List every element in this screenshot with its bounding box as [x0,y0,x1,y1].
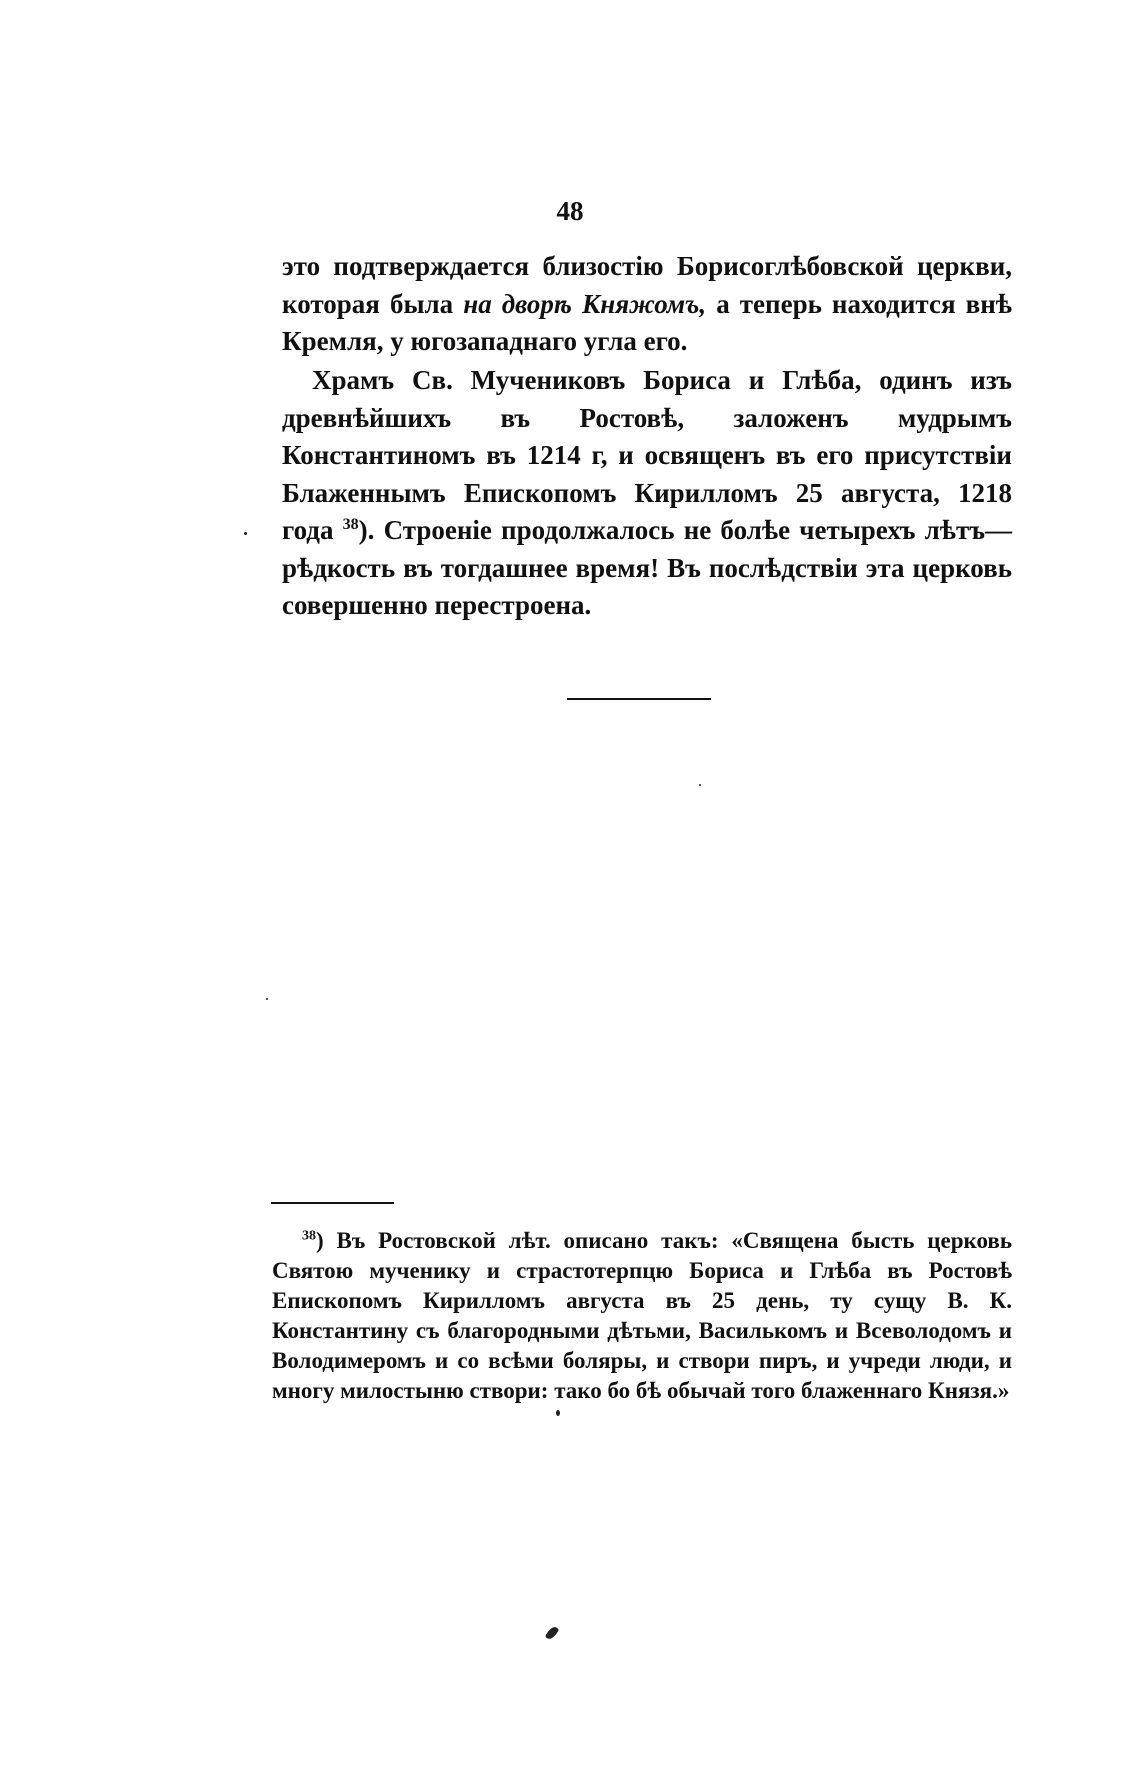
scan-speck [266,998,268,1000]
paragraph-2 [282,362,1012,625]
footnote-rule [271,1202,394,1204]
scan-speck [545,1625,560,1641]
footnote-reference: 38 [342,516,359,533]
section-separator [567,698,711,700]
paragraph-2-text-start: Храмъ Св. Мучениковъ Бориса и Глѣба, одинъ изъ древнѣйшихъ въ Ростовѣ, заложенъ мудрымъ Константиномъ въ 1214 г, и освященъ въ его присутствіи Блаженнымъ Епископомъ Кирилломъ 25 августа, 1218 года [282,365,1012,545]
footnote-text: ) Въ Ростовской лѣт. описано такъ: «Священа бысть церковь Святою мученику и страстотерпцю Бориса и Глѣба въ Ростовѣ Епископомъ Кирилломъ августа въ 25 день, ту сущу В. К. Константину съ благородными дѣтьми, Василькомъ и Всеволодомъ и Володимеромъ и со всѣми боляры, и створи пиръ, и учреди люди, и многу милостыню створи: тако бо бѣ обычай того блаженнаго Князя.» [272,1228,1012,1403]
paragraph-1-text-start: это подтверждается близостію Борисоглѣбовской церкви, которая была [282,251,1012,319]
paragraph-1-text-end: а теперь находится внѣ Кремля, у югозападнаго угла его. [282,288,1012,356]
page-number: 48 [556,196,584,226]
paragraph-2-text-end: ). Строеніе продолжалось не болѣе четырехъ лѣтъ—рѣдкость въ тогдашнее время! Въ послѣдствіи эта церковь совершенно перестроена. [282,515,1012,620]
scan-speck [244,532,247,535]
footnote-marker: 38 [302,1228,316,1244]
scan-speck [699,784,701,786]
scan-speck [556,1410,560,1416]
paragraph-1-italic: на дворѣ Княжомъ, [463,288,707,319]
footnote [272,1226,1012,1406]
paragraph-1 [282,248,1012,361]
